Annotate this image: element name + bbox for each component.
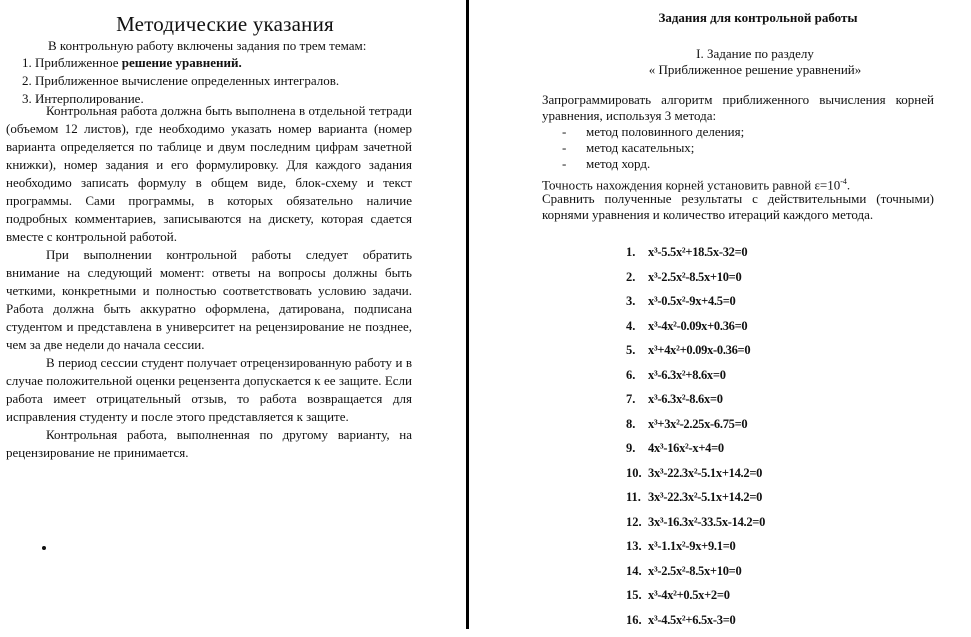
equation-number: 2. [626, 270, 648, 295]
accuracy-exponent: -4 [840, 177, 847, 186]
equation-item [626, 270, 765, 295]
equation-text: x³-5.5x²+18.5x-32=0 [648, 245, 747, 270]
section-heading [620, 46, 890, 78]
equation-item [626, 368, 765, 393]
topics-list [22, 54, 339, 108]
equation-number: 4. [626, 319, 648, 344]
equation-number: 7. [626, 392, 648, 417]
topic-item [22, 54, 339, 72]
equation-text: 4x³-16x²-x+4=0 [648, 441, 724, 466]
equation-number: 5. [626, 343, 648, 368]
topic-item [22, 72, 339, 90]
equation-text: x³-1.1x²-9x+9.1=0 [648, 539, 735, 564]
equation-text: x³-4x²+0.5x+2=0 [648, 588, 730, 613]
intro-text: В контрольную работу включены задания по трем темам: [48, 38, 366, 54]
page-title-left: Методические указания [105, 12, 345, 37]
equation-item [626, 294, 765, 319]
equation-text: x³-2.5x²-8.5x+10=0 [648, 564, 741, 589]
equation-item [626, 613, 765, 637]
task-text: Запрограммировать алгоритм приближенного вычисления корней уравнения, используя 3 метода: [542, 92, 934, 124]
paragraph: Контрольная работа должна быть выполнена в отдельной тетради (объемом 12 листов), где необходимо указать номер варианта (номер варианта определяется по таблице и двум последним цифрам зачетной книжки), номер задания и его формулировку. Для каждого задания необходимо записать формулу в общем виде, блок-схему и текст программы. Сами программы, в которых обязательно наличие подробных комментариев, записываются на дискету, которая сдается вместе с контрольной работой. [6, 102, 412, 246]
section-line-1: I. Задание по разделу [620, 46, 890, 62]
equation-text: x³-6.3x²-8.6x=0 [648, 392, 723, 417]
page-title-right: Задания для контрольной работы [628, 10, 888, 26]
topic-number: 3. [22, 91, 32, 106]
instructions-body [6, 102, 412, 462]
equation-number: 13. [626, 539, 648, 564]
equation-number: 10. [626, 466, 648, 491]
paragraph: Контрольная работа, выполненная по другому варианту, на рецензирование не принимается. [6, 426, 412, 462]
equation-text: 3x³-22.3x²-5.1x+14.2=0 [648, 490, 762, 515]
method-item: - метод касательных; [562, 140, 744, 156]
method-item: - метод половинного деления; [562, 124, 744, 140]
equation-number: 15. [626, 588, 648, 613]
equation-text: x³-4.5x²+6.5x-3=0 [648, 613, 735, 637]
equation-item [626, 319, 765, 344]
left-page [0, 0, 466, 629]
equation-number: 6. [626, 368, 648, 393]
equation-number: 12. [626, 515, 648, 540]
topic-number: 2. [22, 73, 32, 88]
equation-number: 9. [626, 441, 648, 466]
topic-number: 1. [22, 55, 32, 70]
equation-item [626, 466, 765, 491]
equation-number: 16. [626, 613, 648, 637]
equations-list [626, 245, 765, 637]
equation-text: x³+3x²-2.25x-6.75=0 [648, 417, 747, 442]
equation-item [626, 539, 765, 564]
equation-item [626, 490, 765, 515]
page-divider [466, 0, 469, 629]
method-item: - метод хорд. [562, 156, 744, 172]
topic-text: Приближенное [35, 55, 122, 70]
equation-number: 1. [626, 245, 648, 270]
equation-text: x³-6.3x²+8.6x=0 [648, 368, 726, 393]
stray-dot-mark [42, 546, 46, 550]
accuracy-prefix: Точность нахождения корней установить равной ε=10 [542, 177, 840, 192]
equation-text: 3x³-22.3x²-5.1x+14.2=0 [648, 466, 762, 491]
topic-bold-text: решение уравнений. [122, 55, 242, 70]
topic-text: Приближенное вычисление определенных интегралов. [35, 73, 339, 88]
equation-text: x³+4x²+0.09x-0.36=0 [648, 343, 750, 368]
paragraph: В период сессии студент получает отрецензированную работу и в случае положительной оценки рецензента допускается к ее защите. Если работа имеет отрицательный отзыв, то работа возвращается для исправления студенту и после этого представляется к защите. [6, 354, 412, 426]
right-page [470, 0, 971, 629]
equation-text: x³-0.5x²-9x+4.5=0 [648, 294, 735, 319]
equation-item [626, 245, 765, 270]
equation-item [626, 417, 765, 442]
equation-item [626, 515, 765, 540]
equation-item [626, 588, 765, 613]
equation-item [626, 441, 765, 466]
methods-list [562, 124, 744, 172]
topic-text: Интерполирование. [35, 91, 144, 106]
section-line-2: « Приближенное решение уравнений» [620, 62, 890, 78]
equation-number: 8. [626, 417, 648, 442]
equation-text: x³-4x²-0.09x+0.36=0 [648, 319, 747, 344]
compare-text: Сравнить полученные результаты с действительными (точными) корнями уравнения и количество итераций каждого метода. [542, 191, 934, 223]
equation-number: 11. [626, 490, 648, 515]
equation-text: x³-2.5x²-8.5x+10=0 [648, 270, 741, 295]
accuracy-suffix: . [847, 177, 850, 192]
equation-item [626, 392, 765, 417]
equation-item [626, 564, 765, 589]
equation-number: 14. [626, 564, 648, 589]
equation-item [626, 343, 765, 368]
paragraph: При выполнении контрольной работы следует обратить внимание на следующий момент: ответы на вопросы должны быть четкими, конкретными и полностью соответствовать условию задачи. Работа должна быть аккуратно оформлена, датирована, подписана студентом и представлена в университет на рецензирование не позднее, чем за две недели до начала сессии. [6, 246, 412, 354]
equation-text: 3x³-16.3x²-33.5x-14.2=0 [648, 515, 765, 540]
equation-number: 3. [626, 294, 648, 319]
